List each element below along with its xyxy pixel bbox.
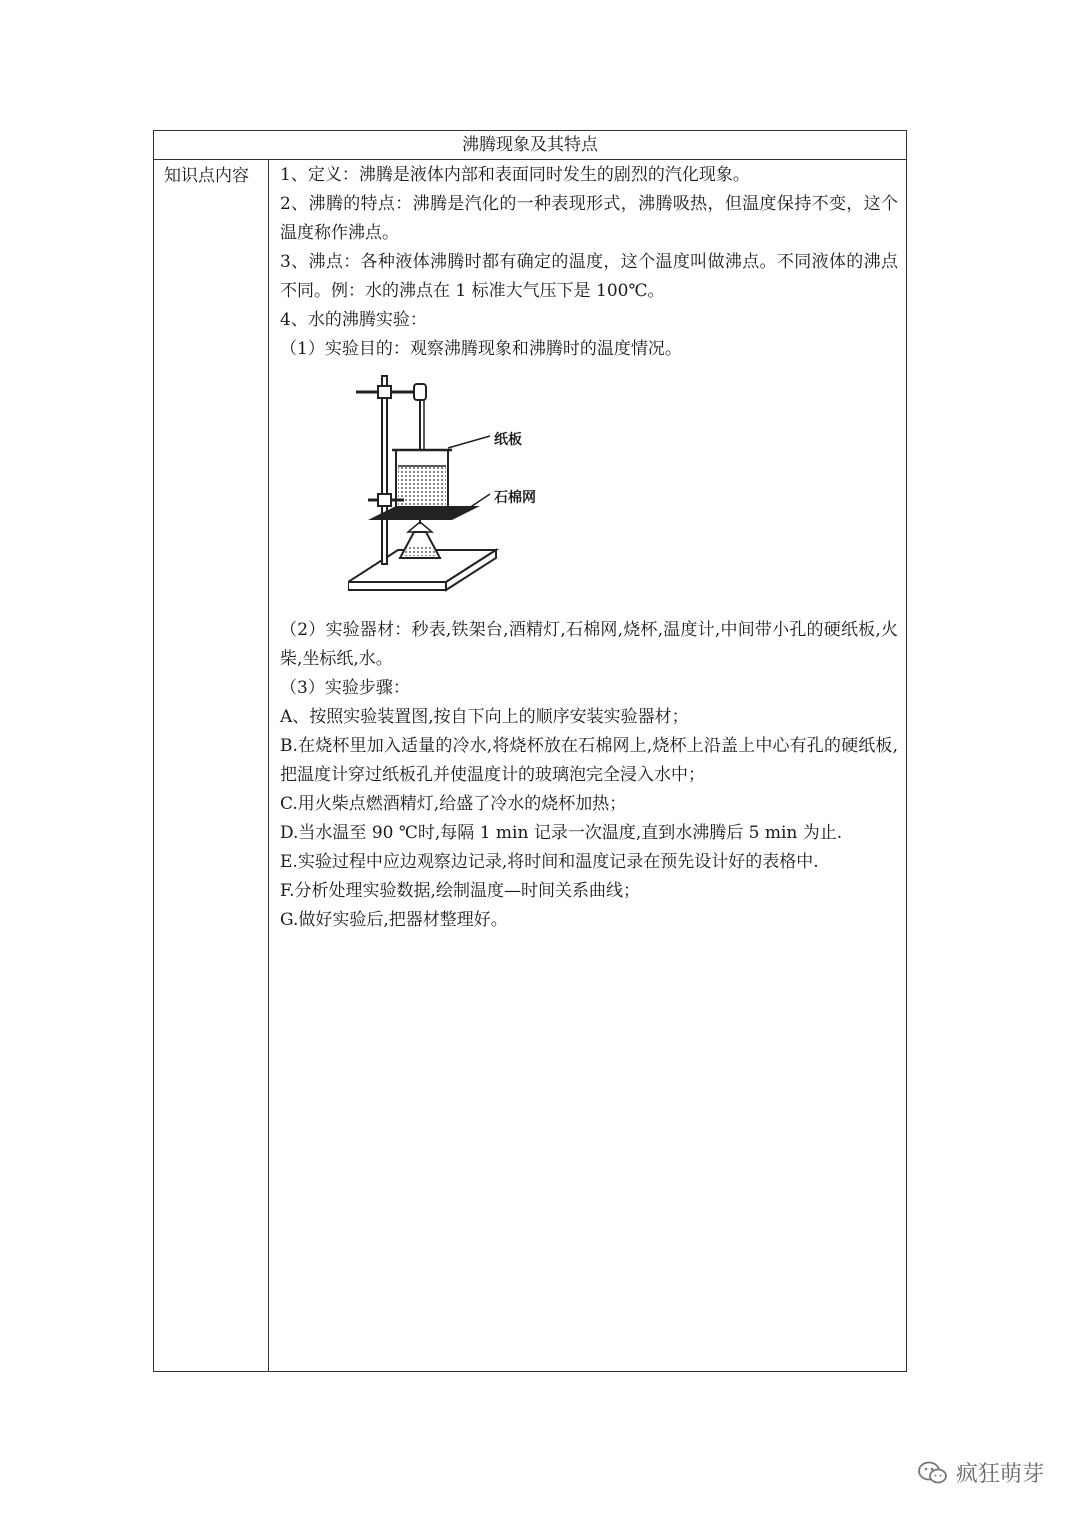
step-c: C.用火柴点燃酒精灯,给盛了冷水的烧杯加热； (280, 794, 627, 814)
knowledge-table (153, 130, 907, 1372)
apparatus-figure (348, 370, 898, 606)
step-g: G.做好实验后,把器材整理好。 (280, 910, 508, 930)
paragraph-characteristics: 2、沸腾的特点：沸腾是汽化的一种表现形式，沸腾吸热，但温度保持不变，这个温度称作沸点。 (280, 194, 898, 243)
label-cardboard: 纸板 (494, 432, 522, 448)
watermark (918, 1457, 1044, 1488)
paragraph-definition: 1、定义：沸腾是液体内部和表面同时发生的剧烈的汽化现象。 (280, 165, 750, 185)
step-f: F.分析处理实验数据,绘制温度—时间关系曲线； (280, 881, 640, 901)
step-d: D.当水温至 90 ℃时,每隔 1 min 记录一次温度,直到水沸腾后 5 min 为止. (280, 823, 843, 843)
content-cell (280, 161, 898, 1371)
paragraph-boiling-point: 3、沸点：各种液体沸腾时都有确定的温度，这个温度叫做沸点。不同液体的沸点不同。例：水的沸点在 1 标准大气压下是 100℃。 (280, 252, 898, 301)
paragraph-purpose: （1）实验目的：观察沸腾现象和沸腾时的温度情况。 (280, 339, 682, 359)
step-b: B.在烧杯里加入适量的冷水,将烧杯放在石棉网上,烧杯上沿盖上中心有孔的硬纸板,把温度计穿过纸板孔并使温度计的玻璃泡完全浸入水中； (280, 736, 898, 785)
apparatus-drawing (348, 370, 578, 606)
table-title: 沸腾现象及其特点 (154, 131, 906, 160)
step-e: E.实验过程中应边观察边记录,将时间和温度记录在预先设计好的表格中. (280, 852, 819, 872)
row-label-cell (154, 159, 269, 1371)
paragraph-equipment: （2）实验器材：秒表,铁架台,酒精灯,石棉网,烧杯,温度计,中间带小孔的硬纸板,火柴,坐标纸,水。 (280, 620, 898, 669)
row-label: 知识点内容 (164, 166, 249, 186)
step-a: A、按照实验装置图,按自下向上的顺序安装实验器材； (280, 707, 689, 727)
paragraph-experiment: 4、水的沸腾实验： (280, 310, 427, 330)
watermark-text: 疯狂萌芽 (955, 1462, 1044, 1487)
paragraph-steps-heading: （3）实验步骤： (280, 678, 410, 698)
label-gauze: 石棉网 (494, 490, 536, 506)
wechat-icon (918, 1460, 948, 1486)
